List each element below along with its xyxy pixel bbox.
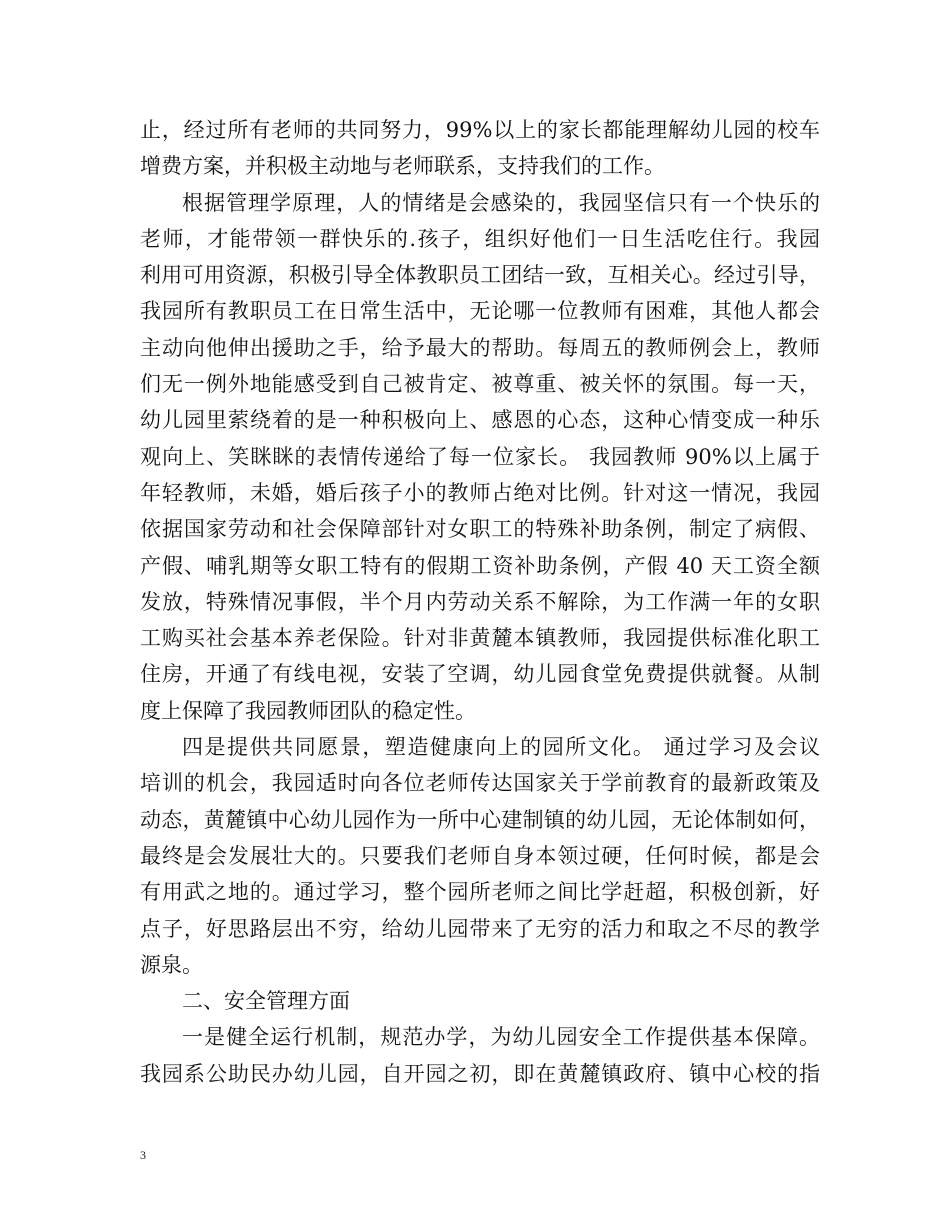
text-line: 我园系公助民办幼儿园，自开园之初，即在黄麓镇政府、镇中心校的指 xyxy=(140,1061,820,1086)
text-line: 老师，才能带领一群快乐的.孩子，组织好他们一日生活吃住行。我园 xyxy=(140,226,820,251)
text-line: 产假、哺乳期等女职工特有的假期工资补助条例，产假 40 天工资全额 xyxy=(140,553,820,578)
text-line: 观向上、笑眯眯的表情传递给了每一位家长。 我园教师 90%以上属于 xyxy=(140,444,820,469)
text-line: 度上保障了我园教师团队的稳定性。 xyxy=(140,698,476,723)
text-line: 住房，开通了有线电视，安装了空调，幼儿园食堂免费提供就餐。从制 xyxy=(140,662,820,687)
text-line: 最终是会发展壮大的。只要我们老师自身本领过硬，任何时候，都是会 xyxy=(140,843,820,868)
text-line: 培训的机会，我园适时向各位老师传达国家关于学前教育的最新政策及 xyxy=(140,771,820,796)
text-line: 利用可用资源，积极引导全体教职员工团结一致，互相关心。经过引导， xyxy=(140,263,820,288)
section-heading: 二、安全管理方面 xyxy=(182,989,350,1014)
text-line: 年轻教师，未婚，婚后孩子小的教师占绝对比例。针对这一情况，我园 xyxy=(140,480,820,505)
text-line: 幼儿园里萦绕着的是一种积极向上、感恩的心态，这种心情变成一种乐 xyxy=(140,408,820,433)
text-line: 工购买社会基本养老保险。针对非黄麓本镇教师，我园提供标准化职工 xyxy=(140,626,820,651)
paragraph-start-line: 根据管理学原理，人的情绪是会感染的，我园坚信只有一个快乐的 xyxy=(182,190,820,215)
text-line: 止，经过所有老师的共同努力，99%以上的家长都能理解幼儿园的校车 xyxy=(140,118,820,142)
text-line: 依据国家劳动和社会保障部针对女职工的特殊补助条例，制定了病假、 xyxy=(140,517,820,542)
text-line: 有用武之地的。通过学习，整个园所老师之间比学赶超，积极创新，好 xyxy=(140,880,820,905)
text-line: 们无一例外地能感受到自己被肯定、被尊重、被关怀的氛围。每一天， xyxy=(140,372,820,397)
page-number: 3 xyxy=(140,1148,146,1162)
document-body xyxy=(140,112,820,1092)
paragraph-start-line: 一是健全运行机制，规范办学，为幼儿园安全工作提供基本保障。 xyxy=(182,1025,820,1050)
paragraph-start-line: 四是提供共同愿景，塑造健康向上的园所文化。 通过学习及会议 xyxy=(182,735,820,760)
text-line: 我园所有教职员工在日常生活中，无论哪一位教师有困难，其他人都会 xyxy=(140,299,820,324)
text-line: 增费方案，并积极主动地与老师联系，支持我们的工作。 xyxy=(140,154,665,179)
text-line: 源泉。 xyxy=(140,952,203,977)
text-line: 发放，特殊情况事假，半个月内劳动关系不解除，为工作满一年的女职 xyxy=(140,589,820,614)
text-line: 主动向他伸出援助之手，给予最大的帮助。每周五的教师例会上，教师 xyxy=(140,335,820,360)
text-line: 点子，好思路层出不穷，给幼儿园带来了无穷的活力和取之不尽的教学 xyxy=(140,916,820,941)
text-line: 动态，黄麓镇中心幼儿园作为一所中心建制镇的幼儿园，无论体制如何， xyxy=(140,807,820,832)
